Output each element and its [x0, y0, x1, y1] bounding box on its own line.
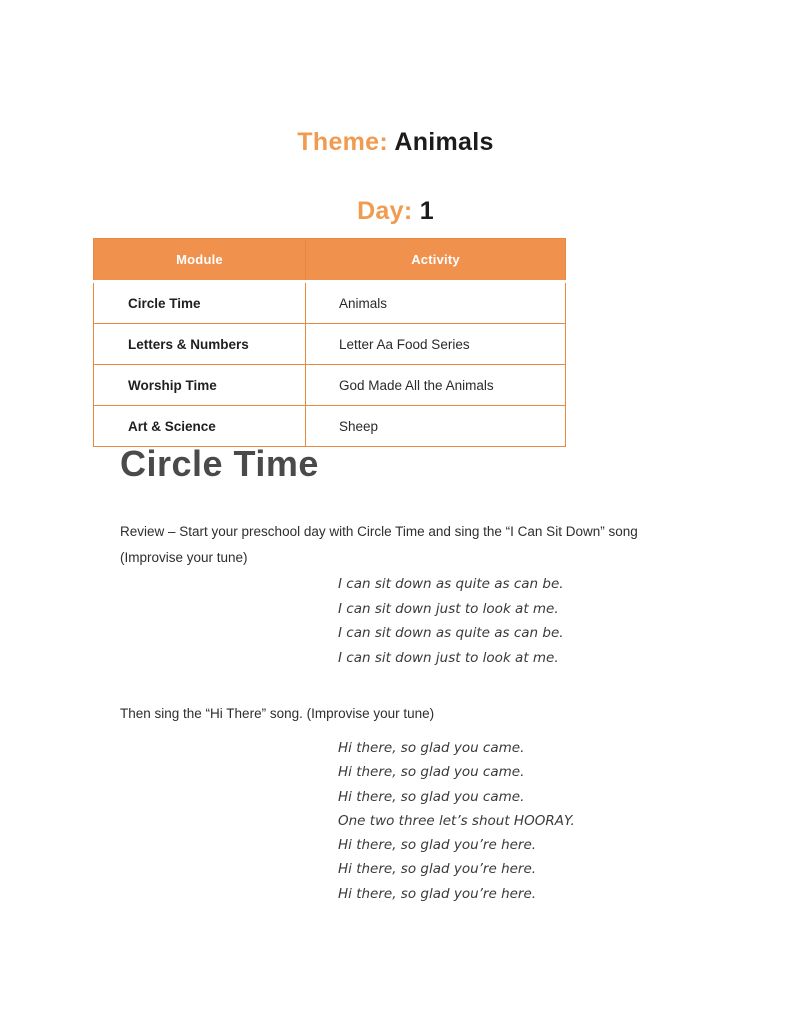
schedule-table: [93, 238, 566, 447]
module-cell: Circle Time: [94, 282, 306, 324]
lyric-line: I can sit down just to look at me.: [338, 600, 559, 617]
table-row: [94, 365, 566, 406]
theme-value: Animals: [394, 128, 494, 156]
lyric-line: Hi there, so glad you came.: [338, 788, 525, 805]
review-paragraph: [120, 519, 638, 571]
lyric-line: I can sit down as quite as can be.: [338, 576, 564, 592]
activity-cell: Sheep: [306, 406, 566, 447]
column-header-module: Module: [94, 239, 306, 282]
module-cell: Letters & Numbers: [94, 324, 306, 365]
lyric-line: Hi there, so glad you’re here.: [338, 861, 537, 878]
lyric-line: I can sit down as quite as can be.: [338, 625, 564, 641]
table-row: [94, 406, 566, 447]
review-line: Review – Start your preschool day with Circle Time and sing the “I Can Sit Down” song: [120, 524, 638, 539]
day-label: Day:: [357, 197, 413, 225]
theme-label: Theme:: [297, 128, 389, 156]
review-line: (Improvise your tune): [120, 550, 248, 565]
activity-cell: Animals: [306, 282, 566, 324]
activity-cell: God Made All the Animals: [306, 365, 566, 406]
table-row: [94, 324, 566, 365]
lyric-line: Hi there, so glad you came.: [338, 740, 525, 756]
lyric-line: I can sit down just to look at me.: [338, 649, 559, 666]
day-value: 1: [419, 197, 434, 225]
lyric-line: Hi there, so glad you came.: [338, 764, 525, 781]
module-cell: Worship Time: [94, 365, 306, 406]
hi-there-song-lyrics: [338, 736, 575, 906]
lyric-line: Hi there, so glad you’re here.: [338, 885, 537, 902]
module-cell: Art & Science: [94, 406, 306, 447]
day-heading: [0, 197, 791, 226]
lyric-line: One two three let’s shout HOORAY.: [338, 812, 575, 829]
column-header-activity: Activity: [306, 239, 566, 282]
section-title: Circle Time: [120, 443, 319, 484]
activity-cell: Letter Aa Food Series: [306, 324, 566, 365]
table-header-row: [94, 239, 566, 282]
then-instruction: Then sing the “Hi There” song. (Improvise your tune): [120, 706, 435, 721]
theme-heading: [0, 128, 791, 157]
sit-down-song-lyrics: [338, 572, 564, 670]
table-row: [94, 282, 566, 324]
lyric-line: Hi there, so glad you’re here.: [338, 837, 537, 854]
